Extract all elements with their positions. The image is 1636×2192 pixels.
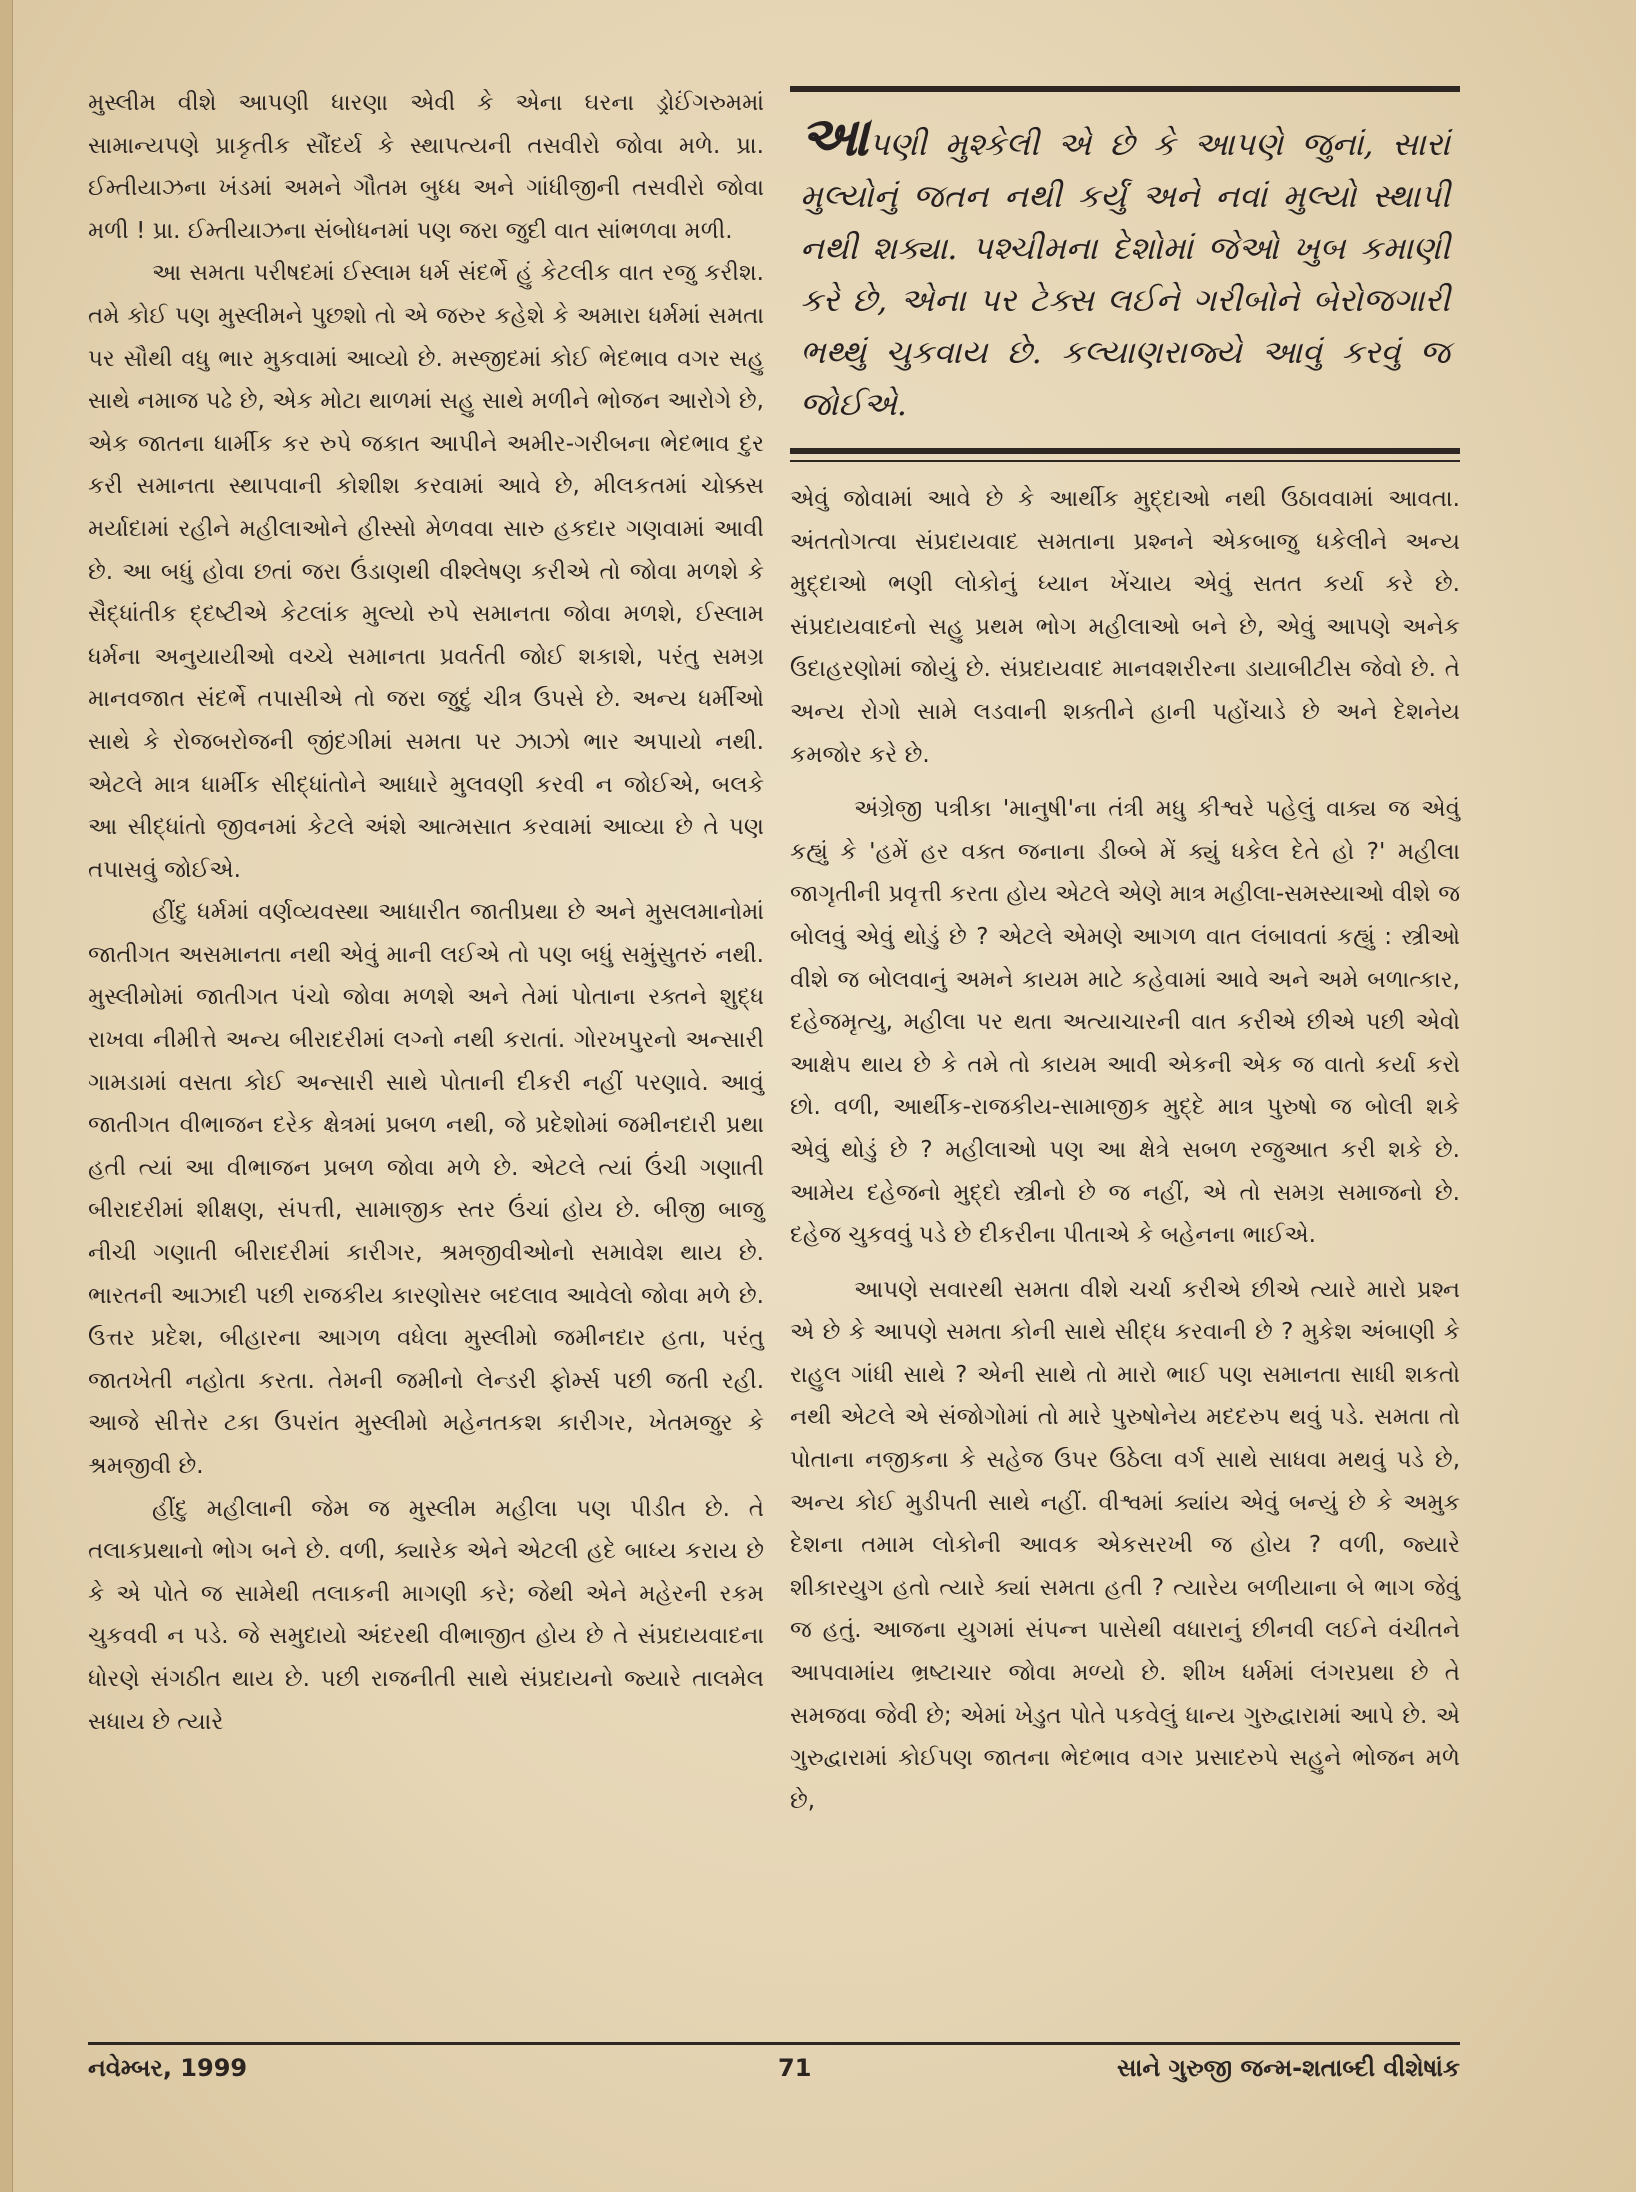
page-edge-shadow (0, 0, 13, 2192)
footer-rule (88, 2042, 1460, 2045)
pullquote (800, 104, 1450, 430)
pullquote-top-rule (790, 86, 1460, 92)
right-paragraph-3: આપણે સવારથી સમતા વીશે ચર્ચા કરીએ છીએ ત્યારે મારો પ્રશ્ન એ છે કે આપણે સમતા કોની સાથે સીદ્ધ કરવાની છે ? મુકેશ અંબાણી કે રાહુલ ગાંધી સાથે ? એની સાથે તો મારો ભાઈ પણ સમાનતા સાધી શકતો નથી એટલે એ સંજોગોમાં તો મારે પુરુષોનેય મદદરુપ થવું પડે. સમતા તો પોતાના નજીકના કે સહેજ ઉપર ઉઠેલા વર્ગ સાથે સાધવા મથવું પડે છે, અન્ય કોઈ મુડીપતી સાથે નહીં. વીશ્વમાં ક્યાંય એવું બન્યું છે કે અમુક દેશના તમામ લોકોની આવક એકસરખી જ હોય ? વળી, જ્યારે શીકારયુગ હતો ત્યારે ક્યાં સમતા હતી ? ત્યારેય બળીયાના બે ભાગ જેવું જ હતું. આજના યુગમાં સંપન્ન પાસેથી વધારાનું છીનવી લઈને વંચીતને આપવામાંય ભ્રષ્ટાચાર જોવા મળ્યો છે. શીખ ધર્મમાં લંગરપ્રથા છે તે સમજવા જેવી છે; એમાં ખેડુત પોતે પકવેલું ધાન્ય ગુરુદ્વારામાં આપે છે. એ ગુરુદ્વારામાં કોઈપણ જાતના ભેદભાવ વગર પ્રસાદરુપે સહુને ભોજન મળે છે, (790, 1276, 1460, 1814)
issue-title: સાને ગુરુજી જન્મ-શતાબ્દી વીશેષાંક (1117, 2054, 1460, 2082)
right-paragraph-2: અંગ્રેજી પત્રીકા 'માનુષી'ના તંત્રી મધુ કીશ્વરે પહેલું વાક્ય જ એવું કહ્યું કે 'હમેં હર વક્ત જનાના ડીબ્બે મેં ક્યું ધકેલ દેતે હો ?' મહીલા જાગૃતીની પ્રવૃત્તી કરતા હોય એટલે એણે માત્ર મહીલા-સમસ્યાઓ વીશે જ બોલવું એવું થોડું છે ? એટલે એમણે આગળ વાત લંબાવતાં કહ્યું : સ્ત્રીઓ વીશે જ બોલવાનું અમને કાયમ માટે કહેવામાં આવે અને અમે બળાત્કાર, દહેજમૃત્યુ, મહીલા પર થતા અત્યાચારની વાત કરીએ છીએ પછી એવો આક્ષેપ થાય છે કે તમે તો કાયમ આવી એકની એક જ વાતો કર્યા કરો છો. વળી, આર્થીક-રાજકીય-સામાજીક મુદ્દે માત્ર પુરુષો જ બોલી શકે એવું થોડું છે ? મહીલાઓ પણ આ ક્ષેત્રે સબળ રજુઆત કરી શકે છે. આમેય દહેજનો મુદ્દો સ્ત્રીનો છે જ નહીં, એ તો સમગ્ર સમાજનો છે. દહેજ ચુકવવું પડે છે દીકરીના પીતાએ કે બહેનના ભાઈએ. (790, 796, 1460, 1249)
pullquote-bottom-rule (790, 448, 1460, 454)
left-paragraph-4: હીંદુ મહીલાની જેમ જ મુસ્લીમ મહીલા પણ પીડીત છે. તે તલાકપ્રથાનો ભોગ બને છે. વળી, ક્યારેક એને એટલી હદે બાધ્ય કરાય છે કે એ પોતે જ સામેથી તલાકની માગણી કરે; જેથી એને મહેરની રકમ ચુકવવી ન પડે. જે સમુદાયો અંદરથી વીભાજીત હોય છે તે સંપ્રદાયવાદના ધોરણે સંગઠીત થાય છે. પછી રાજનીતી સાથે સંપ્રદાયનો જ્યારે તાલમેલ સધાય છે ત્યારે (88, 1495, 764, 1735)
left-column (88, 82, 764, 1743)
right-column (790, 478, 1460, 1822)
pullquote-bottom-rule-thin (790, 460, 1460, 462)
left-paragraph-3: હીંદુ ધર્મમાં વર્ણવ્યવસ્થા આધારીત જાતીપ્રથા છે અને મુસલમાનોમાં જાતીગત અસમાનતા નથી એવું માની લઈએ તો પણ બધું સમુંસુતરું નથી. મુસ્લીમોમાં જાતીગત પંચો જોવા મળશે અને તેમાં પોતાના રક્તને શુદ્ધ રાખવા નીમીત્તે અન્ય બીરાદરીમાં લગ્નો નથી કરાતાં. ગોરખપુરનો અન્સારી ગામડામાં વસતા કોઈ અન્સારી સાથે પોતાની દીકરી નહીં પરણાવે. આવું જાતીગત વીભાજન દરેક ક્ષેત્રમાં પ્રબળ નથી, જે પ્રદેશોમાં જમીનદારી પ્રથા હતી ત્યાં આ વીભાજન પ્રબળ જોવા મળે છે. એટલે ત્યાં ઉંચી ગણાતી બીરાદરીમાં શીક્ષણ, સંપત્તી, સામાજીક સ્તર ઉંચાં હોય છે. બીજી બાજુ નીચી ગણાતી બીરાદરીમાં કારીગર, શ્રમજીવીઓનો સમાવેશ થાય છે. ભારતની આઝાદી પછી રાજકીય કારણોસર બદલાવ આવેલો જોવા મળે છે. ઉત્તર પ્રદેશ, બીહારના આગળ વધેલા મુસ્લીમો જમીનદાર હતા, પરંતુ જાતખેતી નહોતા કરતા. તેમની જમીનો લેન્ડરી ફોર્મ્સ પછી જતી રહી. આજે સીત્તેર ટકા ઉપરાંત મુસ્લીમો મહેનતકશ કારીગર, ખેતમજુર કે શ્રમજીવી છે. (88, 899, 764, 1479)
pullquote-initial: આ (800, 104, 869, 168)
footer-date: નવેમ્બર, 1999 (88, 2054, 248, 2082)
pullquote-text: પણી મુશ્કેલી એ છે કે આપણે જુનાં, સારાં મુલ્યોનું જતન નથી કર્યું અને નવાં મુલ્યો સ્થાપી નથી શક્યા. પશ્ચીમના દેશોમાં જેઓ ખુબ કમાણી કરે છે, એના પર ટેક્સ લઈને ગરીબોને બેરોજગારી ભથ્થું ચુકવાય છે. કલ્યાણરાજ્યે આવું કરવું જ જોઈએ. (800, 125, 1450, 423)
page-footer (88, 2054, 1460, 2094)
right-paragraph-1: એવું જોવામાં આવે છે કે આર્થીક મુદ્દાઓ નથી ઉઠાવવામાં આવતા. અંતતોગત્વા સંપ્રદાયવાદ સમતાના પ્રશ્નને એકબાજુ ધકેલીને અન્ય મુદ્દાઓ ભણી લોકોનું ધ્યાન ખેંચાય એવું સતત કર્યા કરે છે. સંપ્રદાયવાદનો સહુ પ્રથમ ભોગ મહીલાઓ બને છે, એવું આપણે અનેક ઉદાહરણોમાં જોયું છે. સંપ્રદાયવાદ માનવશરીરના ડાયાબીટીસ જેવો છે. તે અન્ય રોગો સામે લડવાની શક્તીને હાની પહોંચાડે છે અને દેશનેય કમજોર કરે છે. (790, 486, 1460, 768)
left-paragraph-1: મુસ્લીમ વીશે આપણી ધારણા એવી કે એના ઘરના ડ્રોઈંગરુમમાં સામાન્યપણે પ્રાકૃતીક સૌંદર્ય કે સ્થાપત્યની તસવીરો જોવા મળે. પ્રા. ઈમ્તીયાઝના ખંડમાં અમને ગૌતમ બુધ્ધ અને ગાંધીજીની તસવીરો જોવા મળી ! પ્રા. ઈમ્તીયાઝના સંબોધનમાં પણ જરા જુદી વાત સાંભળવા મળી. (88, 90, 764, 244)
page-number: 71 (778, 2054, 812, 2082)
left-paragraph-2: આ સમતા પરીષદમાં ઈસ્લામ ધર્મ સંદર્ભે હું કેટલીક વાત રજુ કરીશ. તમે કોઈ પણ મુસ્લીમને પુછશો તો એ જરુર કહેશે કે અમારા ધર્મમાં સમતા પર સૌથી વધુ ભાર મુકવામાં આવ્યો છે. મસ્જીદમાં કોઈ ભેદભાવ વગર સહુ સાથે નમાજ પઢે છે, એક મોટા થાળમાં સહુ સાથે મળીને ભોજન આરોગે છે, એક જાતના ધાર્મીક કર રુપે જકાત આપીને અમીર-ગરીબના ભેદભાવ દુર કરી સમાનતા સ્થાપવાની કોશીશ કરવામાં આવે છે, મીલકતમાં ચોક્કસ મર્યાદામાં રહીને મહીલાઓને હીસ્સો મેળવવા સારુ હકદાર ગણવામાં આવી છે. આ બધું હોવા છતાં જરા ઉંડાણથી વીશ્લેષણ કરીએ તો જોવા મળશે કે સૈદ્ધાંતીક દ્દષ્ટીએ કેટલાંક મુલ્યો રુપે સમાનતા જોવા મળશે, ઈસ્લામ ધર્મના અનુયાયીઓ વચ્ચે સમાનતા પ્રવર્તતી જોઈ શકાશે, પરંતુ સમગ્ર માનવજાત સંદર્ભે તપાસીએ તો જરા જુદું ચીત્ર ઉપસે છે. અન્ય ધર્મીઓ સાથે કે રોજબરોજની જીંદગીમાં સમતા પર ઝાઝો ભાર અપાયો નથી. એટલે માત્ર ધાર્મીક સીદ્ધાંતોને આધારે મુલવણી કરવી ન જોઈએ, બલકે આ સીદ્ધાંતો જીવનમાં કેટલે અંશે આત્મસાત કરવામાં આવ્યા છે તે પણ તપાસવું જોઈએ. (88, 260, 764, 883)
